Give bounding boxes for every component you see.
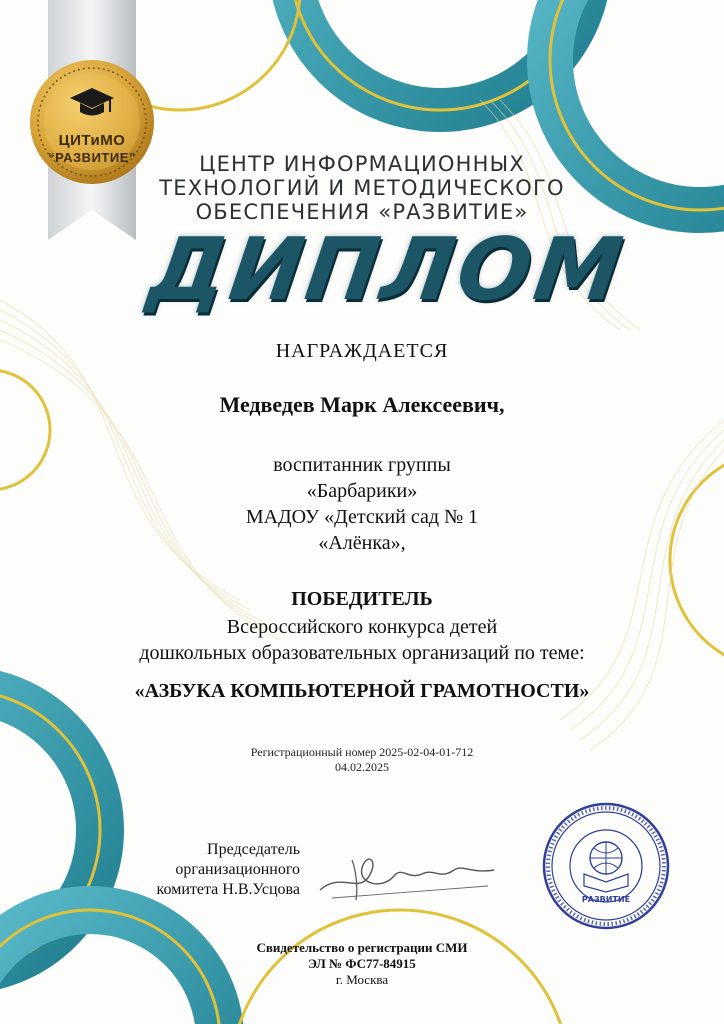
signature xyxy=(312,840,502,910)
seal-line2: “РАЗВИТИЕ” xyxy=(48,150,136,165)
organization-title xyxy=(140,152,584,224)
footer-info xyxy=(0,940,724,988)
info-line-3: МАДОУ «Детский сад № 1 xyxy=(245,506,479,528)
footer-line-2: ЭЛ № ФС77-84915 xyxy=(308,956,416,971)
contest-line-2: дошкольных образовательных организаций по теме: xyxy=(139,642,585,664)
registration-info xyxy=(0,745,724,775)
org-line-1: ЦЕНТР ИНФОРМАЦИОННЫХ xyxy=(199,152,525,176)
recipient-info xyxy=(0,452,724,556)
info-line-1: воспитанник группы xyxy=(273,454,451,476)
contest-line-1: Всероссийского конкурса детей xyxy=(226,616,498,638)
org-line-2: ТЕХНОЛОГИЙ И МЕТОДИЧЕСКОГО xyxy=(159,176,565,200)
winner-title: ПОБЕДИТЕЛЬ xyxy=(291,588,433,610)
signatory-line-1: Председатель xyxy=(207,841,300,858)
footer-line-3: г. Москва xyxy=(335,972,389,987)
signatory-block xyxy=(130,840,300,900)
registration-date: 04.02.2025 xyxy=(335,760,389,774)
awarded-label: НАГРАЖДАЕТСЯ xyxy=(275,340,449,362)
contest-description xyxy=(0,614,724,666)
signatory-line-2: организационного xyxy=(175,861,300,878)
diploma-title: ДИПЛОМ xyxy=(142,220,632,320)
seal-medal xyxy=(28,0,156,245)
stamp-center-text: РАЗВИТИЕ xyxy=(581,895,631,904)
recipient-name: Медведев Марк Алексеевич, xyxy=(219,392,505,417)
seal-line1: ЦИТиМО xyxy=(58,132,126,149)
org-line-3: ОБЕСПЕЧЕНИЯ «РАЗВИТИЕ» xyxy=(195,200,529,224)
footer-line-1: Свидетельство о регистрации СМИ xyxy=(256,940,468,955)
signatory-line-3: комитета Н.В.Усцова xyxy=(156,881,300,898)
info-line-2: «Барбарики» xyxy=(306,480,418,502)
official-stamp xyxy=(540,800,672,932)
registration-number: Регистрационный номер 2025-02-04-01-712 xyxy=(250,745,474,759)
contest-topic: «АЗБУКА КОМПЬЮТЕРНОЙ ГРАМОТНОСТИ» xyxy=(134,680,590,702)
info-line-4: «Алёнка», xyxy=(318,532,406,554)
